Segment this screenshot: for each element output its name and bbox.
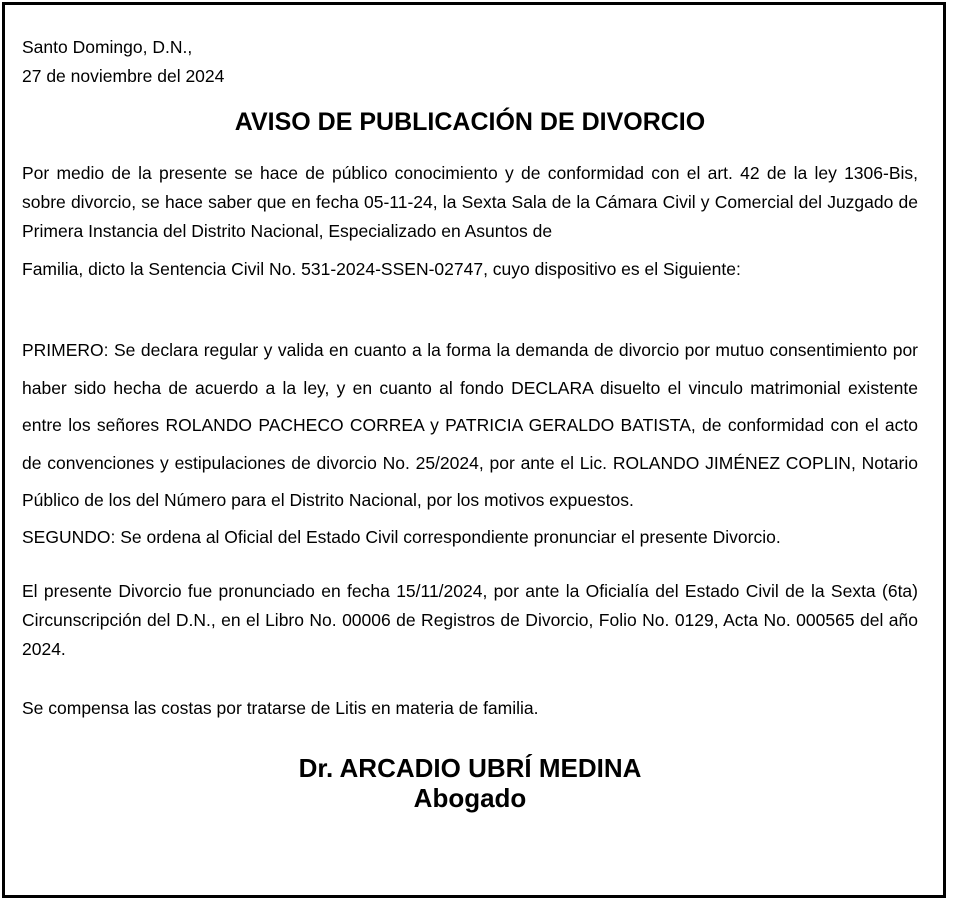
place-line: Santo Domingo, D.N., [22, 37, 193, 57]
date-line: 27 de noviembre del 2024 [22, 66, 225, 86]
signature-name: Dr. ARCADIO UBRÍ MEDINA [298, 752, 642, 783]
notice-title: AVISO DE PUBLICACIÓN DE DIVORCIO [234, 108, 706, 136]
intro-text: Por medio de la presente se hace de público conocimiento y de conformidad con el art. 42 de la ley 1306-Bis, sobre divorcio, se hace saber que en fecha 05-11-24, la Sexta Sala de la Cámara Civil y Comercial del Juzgado de Primera Instancia del Distrito Nacional, Especializado en Asuntos de [22, 163, 918, 241]
signature-role: Abogado [413, 782, 527, 813]
divorce-notice [2, 2, 946, 898]
costs-paragraph: Se compensa las costas por tratarse de Litis en materia de familia. [22, 697, 539, 718]
intro-last-line: Familia, dicto la Sentencia Civil No. 531-2024-SSEN-02747, cuyo dispositivo es el Siguiente: [22, 259, 741, 279]
segundo-paragraph: SEGUNDO: Se ordena al Oficial del Estado Civil correspondiente pronunciar el presente Divorcio. [22, 526, 781, 547]
pronouncement-paragraph: El presente Divorcio fue pronunciado en fecha 15/11/2024, por ante la Oficialía del Estado Civil de la Sexta (6ta) Circunscripción del D.N., en el Libro No. 00006 de Registros de Divorcio, Folio No. 0129, Acta No. 000565 del año 2024. [22, 580, 918, 659]
signature-block [22, 753, 918, 813]
intro-paragraph [22, 159, 918, 284]
place-date [22, 33, 918, 91]
primero-paragraph: PRIMERO: Se declara regular y valida en cuanto a la forma la demanda de divorcio por mutuo consentimiento por haber sido hecha de acuerdo a la ley, y en cuanto al fondo DECLARA disuelto el vinculo matrimonial existente entre los señores ROLANDO PACHECO CORREA y PATRICIA GERALDO BATISTA, de conformidad con el acto de convenciones y estipulaciones de divorcio No. 25/2024, por ante el Lic. ROLANDO JIMÉNEZ COPLIN, Notario Público de los del Número para el Distrito Nacional, por los motivos expuestos. [22, 340, 918, 510]
